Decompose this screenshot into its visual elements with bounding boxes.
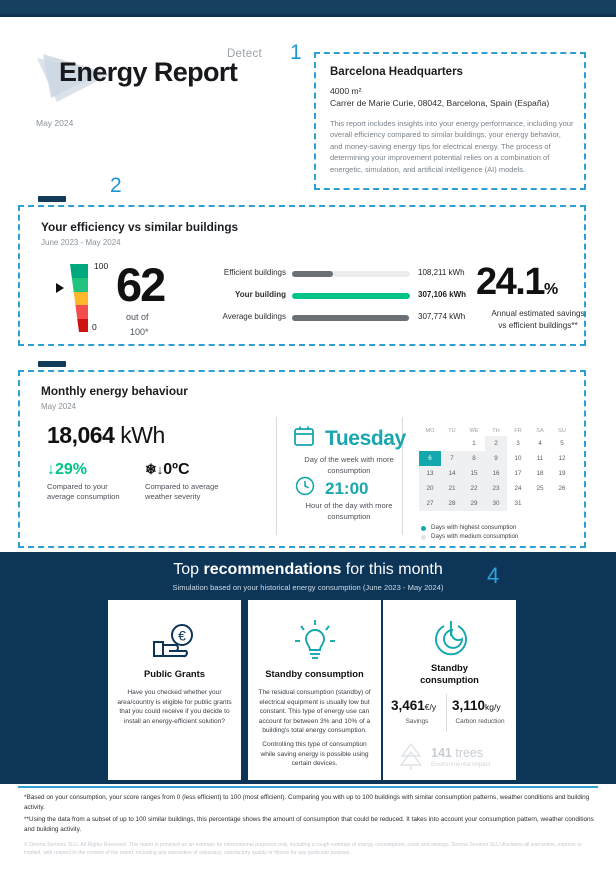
recommendation-card-standby-info — [248, 600, 381, 780]
legend-label-medium: Days with medium consumption — [431, 533, 519, 540]
calendar-day-cell: 2 — [485, 436, 507, 451]
savings-percent-symbol: % — [543, 281, 557, 298]
footnote-2: **Using the data from a subset of up to 100 similar buildings, this percentage shows the amount of consumption that could be reduced. It takes into account your consumption pattern, weather conditions and building activity. — [24, 816, 594, 833]
bar-fill — [292, 315, 409, 321]
calendar-day-cell: 8 — [463, 451, 485, 466]
bar-track — [292, 315, 410, 321]
savings-amount: 3,461€/y — [391, 698, 437, 713]
calendar-day-cell: 3 — [516, 440, 520, 447]
calendar-day-cell: 30 — [485, 496, 507, 511]
calendar-day-cell: 5 — [560, 440, 564, 447]
score-caption-1: out of — [126, 312, 149, 322]
section-number-2: 2 — [110, 174, 122, 197]
bar-track — [292, 271, 410, 277]
section-number-4: 4 — [487, 563, 500, 588]
building-area: 4000 m² — [330, 86, 362, 96]
page-title: Energy Report — [59, 57, 238, 87]
trees-value: 141 trees — [431, 746, 484, 760]
consumption-unit: kWh — [120, 422, 165, 448]
calendar-day-cell: 22 — [463, 481, 485, 496]
bar-category-label: Efficient buildings — [223, 268, 286, 277]
vs-weather-severity-caption: Compared to average weather severity — [145, 482, 219, 502]
calendar-day-cell: 11 — [536, 455, 544, 462]
consumption-value: 18,064 — [47, 422, 115, 448]
bar-fill — [292, 271, 333, 277]
comparison-bar-row — [20, 291, 540, 303]
calendar-week-row — [419, 436, 573, 451]
peak-day-caption: Day of the week with more consumption — [304, 455, 394, 475]
euro-hand-icon — [149, 622, 201, 662]
calendar-day-cell: 16 — [485, 466, 507, 481]
recommendation-title: Standby consumption — [265, 668, 364, 679]
calendar-day-cell: 15 — [463, 466, 485, 481]
section-tab-2 — [38, 196, 66, 202]
report-header — [0, 30, 310, 160]
calendar-body — [419, 436, 573, 511]
savings-caption-2: vs efficient buildings** — [498, 321, 578, 330]
bar-value-label: 307,774 kWh — [418, 312, 466, 321]
calendar-day-cell: 1 — [472, 440, 476, 447]
calendar-weekday-header: SU — [558, 427, 566, 434]
efficiency-score: 62 — [116, 258, 165, 311]
peak-day-value: Tuesday — [325, 427, 406, 450]
section-tab-3 — [38, 361, 66, 367]
calendar-week-row — [419, 496, 573, 511]
legend-label-high: Days with highest consumption — [431, 524, 517, 531]
trees-caption: Environmental impact — [431, 761, 491, 768]
calendar-table — [419, 425, 573, 511]
legend-dot-medium — [421, 535, 426, 540]
monthly-consumption — [47, 422, 165, 449]
divider — [276, 417, 277, 535]
calendar-weekday-header: TH — [492, 427, 500, 434]
report-description: This report includes insights into your energy performance, including your overall efficiency compared to similar buildings, your energy behavior, and money-saving energy tips for electrical energy. The process of determining your improvement potential relies on a combination of energetic, simulation, and artificial intelligence (AI) models. — [330, 119, 574, 174]
calendar-weekday-header: FR — [514, 427, 522, 434]
recommendation-body-2: Controlling this type of consumption while saving energy is possible using certain devices. — [260, 741, 369, 768]
recommendations-subtitle: Simulation based on your historical energy consumption (June 2023 - May 2024) — [172, 583, 444, 592]
legend-dot-high — [421, 526, 426, 531]
calendar-day-cell — [551, 496, 573, 511]
logo-wrap — [33, 48, 268, 110]
down-arrow-icon: ↓ — [156, 462, 164, 477]
lightbulb-icon — [294, 620, 336, 664]
calendar-day-cell: 24 — [514, 485, 522, 492]
calendar-weekday-header: MO — [425, 427, 435, 434]
recommendation-title-line1: Standby — [431, 662, 468, 673]
savings-number: 24.1 — [476, 261, 544, 303]
calendar-day-cell — [529, 496, 551, 511]
calendar-day-cell: 10 — [514, 455, 522, 462]
recommendations-title: Top recommendations for this month — [173, 561, 443, 578]
calendar-day-cell: 31 — [514, 500, 522, 507]
calendar-day-cell: 14 — [441, 466, 463, 481]
standby-power-icon — [431, 618, 471, 662]
bar-fill — [292, 293, 410, 299]
calendar-day-cell: 7 — [441, 451, 463, 466]
gauge-min-label: 0 — [92, 322, 97, 332]
calendar-icon — [292, 424, 316, 448]
calendar-week-row — [419, 466, 573, 481]
consumption-calendar — [419, 425, 579, 511]
calendar-header-row — [419, 425, 573, 436]
section-number-1: 1 — [290, 41, 302, 64]
carbon-amount: 3,110kg/y — [452, 698, 501, 713]
recommendation-title: Public Grants — [144, 668, 205, 679]
calendar-weekday-header: WE — [469, 427, 479, 434]
vs-weather-severity-value: ❄↓0ºC — [145, 461, 190, 478]
vs-average-consumption-value: ↓29% — [47, 461, 88, 478]
calendar-day-cell: 29 — [463, 496, 485, 511]
efficiency-title: Your efficiency vs similar buildings — [41, 220, 239, 234]
top-bar-accent — [0, 14, 616, 17]
divider — [446, 694, 447, 732]
clock-icon — [294, 475, 316, 497]
footer-divider — [18, 786, 598, 788]
comparison-bar-row — [20, 313, 540, 325]
recommendation-card-standby-savings — [383, 600, 516, 780]
recommendation-card-public-grants — [108, 600, 241, 780]
calendar-day-cell: 12 — [558, 455, 566, 462]
efficiency-card — [18, 205, 586, 346]
calendar-week-row — [419, 481, 573, 496]
calendar-day-cell: 19 — [558, 470, 566, 477]
savings-caption-1: Annual estimated savings — [491, 309, 585, 318]
calendar-day-cell: 4 — [538, 440, 542, 447]
top-bar — [0, 0, 616, 14]
calendar-day-cell: 25 — [536, 485, 544, 492]
weather-icon: ❄ — [145, 461, 157, 477]
gauge-max-label: 100 — [94, 261, 109, 271]
bar-category-label: Your building — [235, 290, 286, 299]
calendar-weekday-header: TU — [448, 427, 456, 434]
bar-category-label: Average buildings — [222, 312, 286, 321]
footnote-1: *Based on your consumption, your score ranges from 0 (less efficient) to 100 (most efficient). Comparing you with up to 100 buildings with similar consumption patterns, weather conditions and building activity. — [24, 794, 590, 811]
bar-track — [292, 293, 410, 299]
calendar-day-cell: 21 — [441, 481, 463, 496]
svg-text:€: € — [178, 627, 186, 644]
building-address: Carrer de Marie Curie, 08042, Barcelona, Spain (España) — [330, 98, 550, 108]
building-name: Barcelona Headquarters — [330, 66, 463, 78]
recommendation-body: The residual consumption (standby) of electrical equipment is usually low but constant. This type of energy use can account for between 3% and 10% of a building's total energy consumption. — [258, 689, 371, 735]
behaviour-period: May 2024 — [41, 402, 77, 411]
behaviour-title: Monthly energy behaviour — [41, 384, 188, 398]
score-caption-2: 100* — [130, 327, 149, 337]
report-date: May 2024 — [36, 118, 74, 128]
calendar-day-cell: 26 — [558, 485, 566, 492]
comparison-bar-row — [20, 269, 540, 281]
calendar-day-cell — [419, 436, 441, 451]
calendar-day-cell: 13 — [419, 466, 441, 481]
legal-disclaimer: © Dexma Sensors SLU. All Rights Reserved. This report is provided as an estimate for informational purposes only, including a rough estimate of energy consumption, costs and savings. Dexma Sensors SLU disclaims all warranties, express or implied, with respect to the content of the report, including any warranties of adequacy, satisfactory quality or fitness for any particular purpose. — [24, 842, 582, 857]
calendar-day-cell — [441, 436, 463, 451]
annual-savings-value — [476, 263, 557, 301]
building-info-card — [314, 52, 586, 190]
calendar-day-cell: 23 — [485, 481, 507, 496]
calendar-weekday-header: SA — [536, 427, 544, 434]
calendar-day-cell: 27 — [419, 496, 441, 511]
down-arrow-icon: ↓ — [47, 461, 55, 478]
carbon-label: Carbon reduction — [455, 718, 505, 725]
calendar-day-cell: 28 — [441, 496, 463, 511]
tree-icon — [395, 740, 427, 772]
product-name: Detect — [226, 48, 262, 60]
calendar-day-cell: 18 — [536, 470, 544, 477]
calendar-day-cell: 17 — [514, 470, 522, 477]
calendar-week-row — [419, 451, 573, 466]
bar-value-label: 307,106 kWh — [418, 290, 467, 299]
savings-label: Savings — [405, 718, 429, 725]
bar-value-label: 108,211 kWh — [418, 268, 465, 277]
recommendation-body: Have you checked whether your area/country is eligible for public grants that you could receive if you decide to install an energy-efficient solution? — [117, 689, 232, 725]
calendar-day-cell: 6 — [419, 451, 441, 466]
recommendation-title-line2: consumption — [420, 674, 479, 685]
calendar-day-cell: 20 — [419, 481, 441, 496]
calendar-day-cell: 9 — [485, 451, 507, 466]
peak-hour-caption: Hour of the day with more consumption — [305, 501, 393, 521]
efficiency-period: June 2023 - May 2024 — [41, 238, 121, 247]
peak-hour-value: 21:00 — [325, 479, 369, 498]
vs-average-consumption-caption: Compared to your average consumption — [47, 482, 120, 502]
